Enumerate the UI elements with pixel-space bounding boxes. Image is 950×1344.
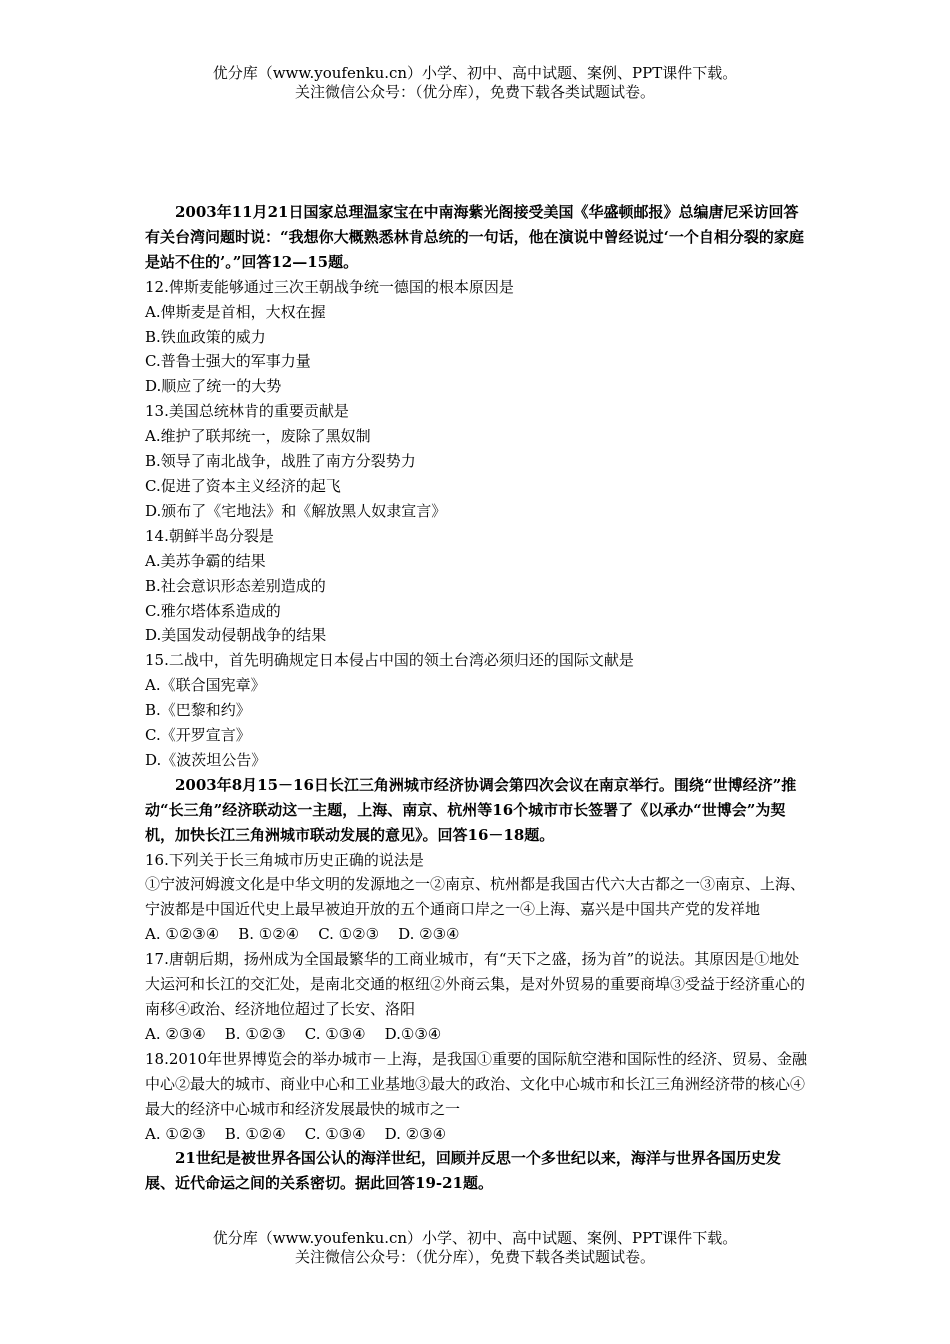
passage-intro-12-15: 2003年11月21日国家总理温家宝在中南海紫光阁接受美国《华盛顿邮报》总编唐尼采访回答有关台湾问题时说：“我想你大概熟悉林肯总统的一句话，他在演说中曾经说过‘一个自相分裂的家庭是站不住的’。”回答12—15题。	[145, 203, 804, 271]
options-row: A. ②③④ B. ①②③ C. ①③④ D.①③④	[145, 1024, 442, 1043]
header-line-1: 优分库（www.youfenku.cn）小学、初中、高中试题、案例、PPT课件下载。	[212, 64, 738, 82]
passage-intro-16-18: 2003年8月15－16日长江三角洲城市经济协调会第四次会议在南京举行。围绕“世博经济”推动“长三角”经济联动这一主题，上海、南京、杭州等16个城市市长签署了《以承办“世博会”为契机，加快长江三角洲城市联动发展的意见》。回答16－18题。	[145, 775, 797, 844]
option-a: A.《联合国宪章》	[145, 676, 266, 695]
document-body	[145, 200, 810, 1196]
question-stem: 15.二战中，首先明确规定日本侵占中国的领土台湾必须归还的国际文献是	[145, 651, 634, 670]
question-18	[145, 1047, 810, 1147]
footer-line-2: 关注微信公众号：（优分库），免费下载各类试题试卷。	[294, 1248, 655, 1266]
option-a: A.美苏争霸的结果	[145, 551, 266, 570]
footer-line-1: 优分库（www.youfenku.cn）小学、初中、高中试题、案例、PPT课件下载。	[212, 1229, 738, 1247]
question-stem: 17.唐朝后期，扬州成为全国最繁华的工商业城市，有“天下之盛，扬为首”的说法。其原因是①地处大运河和长江的交汇处，是南北交通的枢纽②外商云集，是对外贸易的重要商埠③受益于经济重心的南移④政治、经济地位超过了长安、洛阳	[145, 950, 806, 1018]
page-footer	[0, 1229, 950, 1267]
question-17	[145, 947, 810, 1047]
option-b: B.铁血政策的威力	[145, 327, 266, 346]
option-c: C.促进了资本主义经济的起飞	[145, 476, 341, 495]
question-14	[145, 524, 810, 649]
page-header	[0, 64, 950, 102]
options-row: A. ①②③④ B. ①②④ C. ①②③ D. ②③④	[145, 925, 460, 944]
question-stem: 16.下列关于长三角城市历史正确的说法是	[145, 850, 424, 869]
question-16	[145, 848, 810, 948]
question-stem: 14.朝鲜半岛分裂是	[145, 526, 274, 545]
option-b: B.《巴黎和约》	[145, 701, 251, 720]
question-15	[145, 648, 810, 773]
header-line-2: 关注微信公众号：（优分库），免费下载各类试题试卷。	[294, 83, 655, 101]
option-a: A.维护了联邦统一，废除了黑奴制	[145, 427, 371, 446]
question-statements: ①宁波河姆渡文化是中华文明的发源地之一②南京、杭州都是我国古代六大古都之一③南京、上海、宁波都是中国近代史上最早被迫开放的五个通商口岸之一④上海、嘉兴是中国共产党的发祥地	[145, 875, 806, 919]
question-stem: 18.2010年世界博览会的举办城市－上海，是我国①重要的国际航空港和国际性的经济、贸易、金融中心②最大的城市、商业中心和工业基地③最大的政治、文化中心城市和长江三角洲经济带的核心④最大的经济中心城市和经济发展最快的城市之一	[145, 1049, 808, 1118]
option-c: C.《开罗宣言》	[145, 726, 251, 745]
question-stem: 13.美国总统林肯的重要贡献是	[145, 402, 349, 421]
option-d: D.顺应了统一的大势	[145, 377, 282, 396]
passage-intro-19-21: 21世纪是被世界各国公认的海洋世纪，回顾并反思一个多世纪以来，海洋与世界各国历史发展、近代命运之间的关系密切。据此回答19-21题。	[145, 1149, 781, 1193]
question-stem: 12.俾斯麦能够通过三次王朝战争统一德国的根本原因是	[145, 277, 514, 296]
option-a: A.俾斯麦是首相，大权在握	[145, 302, 326, 321]
options-row: A. ①②③ B. ①②④ C. ①③④ D. ②③④	[145, 1124, 447, 1143]
option-b: B.领导了南北战争，战胜了南方分裂势力	[145, 452, 416, 471]
question-13	[145, 399, 810, 524]
option-d: D.颁布了《宅地法》和《解放黑人奴隶宣言》	[145, 501, 447, 520]
option-d: D.美国发动侵朝战争的结果	[145, 626, 327, 645]
option-c: C.雅尔塔体系造成的	[145, 601, 281, 620]
option-d: D.《波茨坦公告》	[145, 750, 267, 769]
question-12	[145, 275, 810, 400]
option-b: B.社会意识形态差别造成的	[145, 576, 326, 595]
option-c: C.普鲁士强大的军事力量	[145, 352, 311, 371]
